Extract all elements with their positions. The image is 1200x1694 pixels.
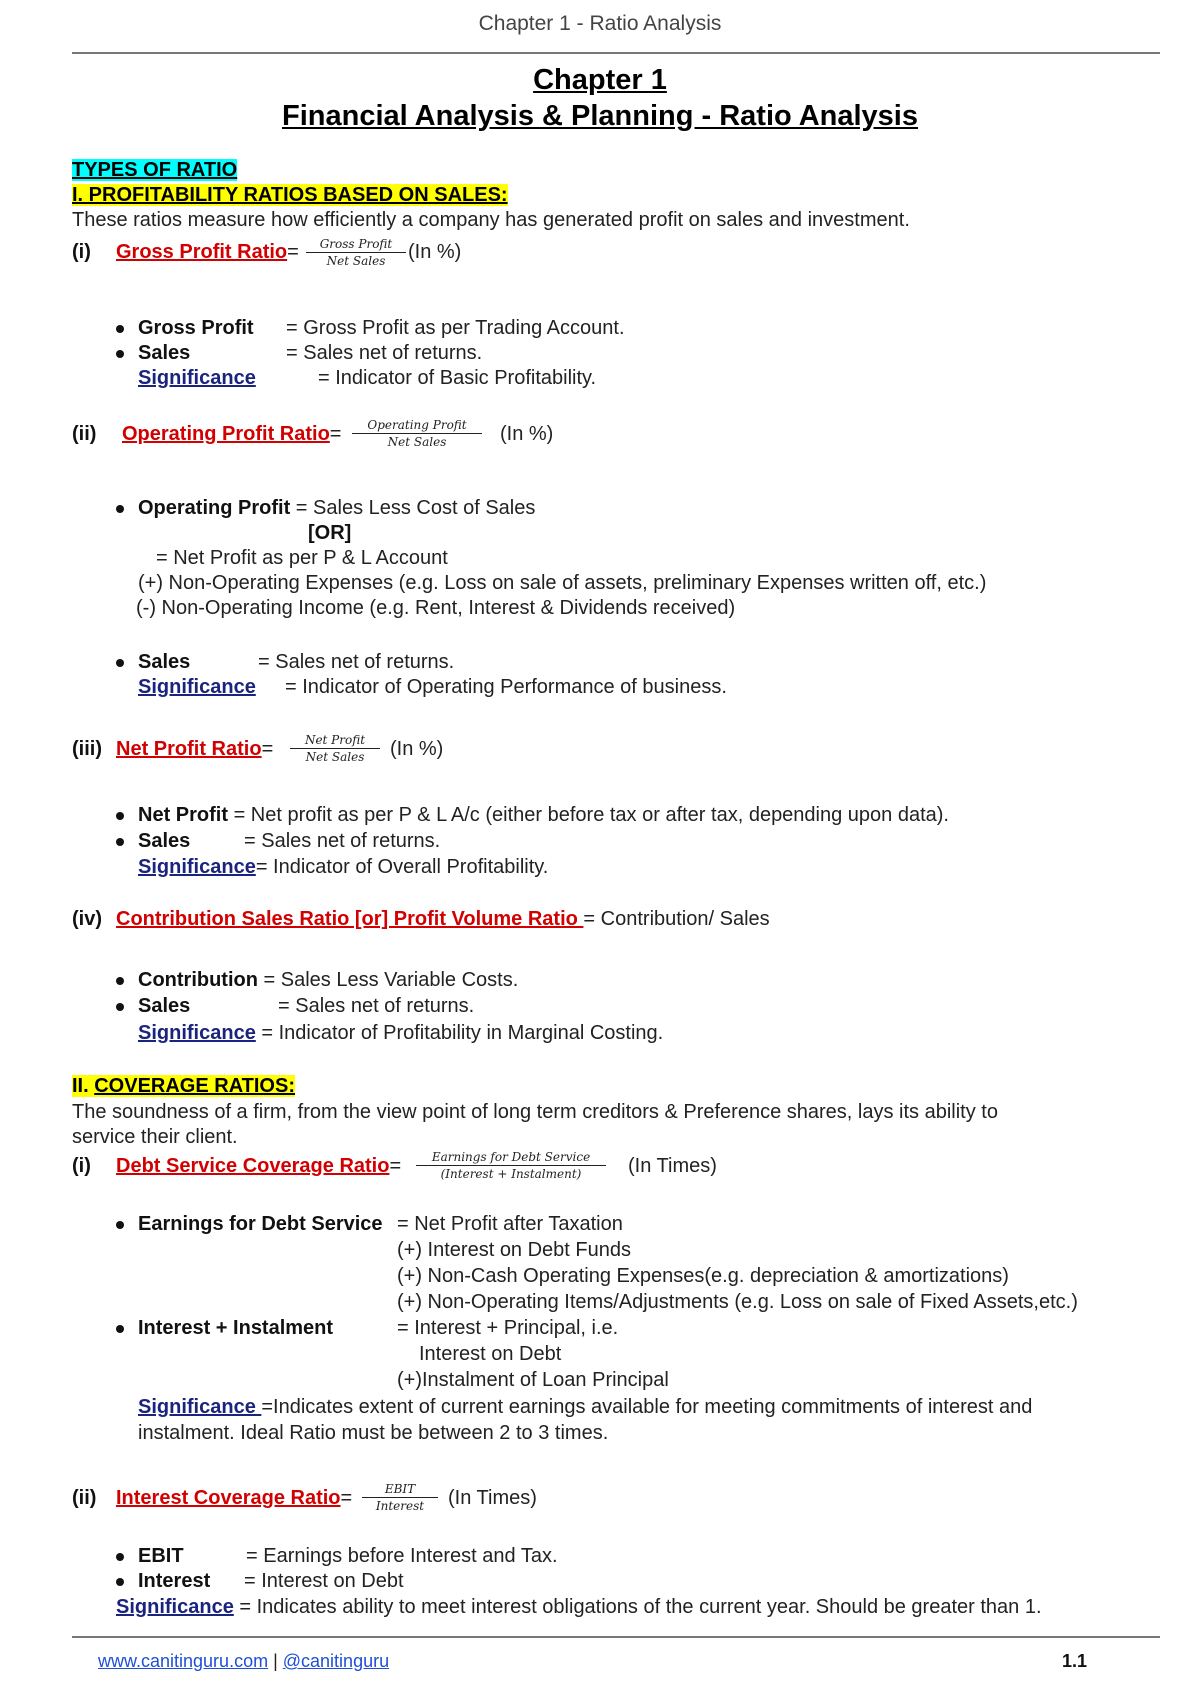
bullet-icon — [116, 1578, 124, 1586]
term-line: (-) Non-Operating Income (e.g. Rent, Interest & Dividends received) — [136, 597, 736, 619]
significance-line: Significance = Indicates ability to meet interest obligations of the current year. Should be greater than 1. — [116, 1596, 1042, 1618]
ratio-number: (ii) — [72, 423, 97, 445]
footer-rule — [72, 1636, 1160, 1638]
term-definition: = Gross Profit as per Trading Account. — [286, 317, 625, 339]
term-definition: = Sales net of returns. — [244, 830, 441, 852]
ratio-number: (iv) — [72, 908, 102, 930]
bullet-icon — [116, 1553, 124, 1561]
term-label: EBIT — [138, 1545, 184, 1567]
term-line: (+) Non-Operating Expenses (e.g. Loss on sale of assets, preliminary Expenses written off, etc.) — [138, 572, 987, 594]
significance-line: Significance = Indicator of Profitability in Marginal Costing. — [138, 1022, 664, 1044]
term-definition: = Interest + Principal, i.e. — [397, 1317, 619, 1339]
interest-coverage-fraction: EBIT Interest — [362, 1482, 438, 1513]
bullet-icon — [116, 838, 124, 846]
bullet-icon — [116, 350, 124, 358]
bullet-icon — [116, 977, 124, 985]
page-title: Financial Analysis & Planning - Ratio Analysis — [281, 100, 918, 132]
significance-text: = Indicator of Basic Profitability. — [318, 367, 597, 389]
term-label: Interest + Instalment — [138, 1317, 334, 1339]
term-line: Operating Profit = Sales Less Cost of Sales — [138, 497, 536, 519]
ratio-number: (i) — [72, 1155, 91, 1177]
chapter-title: Chapter 1 — [533, 64, 667, 96]
ratio-unit: (In %) — [390, 738, 444, 760]
bullet-icon — [116, 1221, 124, 1229]
term-line: Contribution = Sales Less Variable Costs. — [138, 969, 519, 991]
term-line: (+) Non-Operating Items/Adjustments (e.g. Loss on sale of Fixed Assets,etc.) — [397, 1291, 1078, 1313]
significance-label: Significance — [138, 367, 256, 389]
significance-line: instalment. Ideal Ratio must be between 2 to 3 times. — [138, 1422, 609, 1444]
bullet-icon — [116, 325, 124, 333]
interest-coverage-heading: Interest Coverage Ratio= — [116, 1487, 353, 1509]
ratio-unit: (In %) — [500, 423, 554, 445]
bullet-icon — [116, 812, 124, 820]
term-label: Interest — [138, 1570, 211, 1592]
term-label: Gross Profit — [138, 317, 254, 339]
significance-text: = Indicator of Operating Performance of business. — [285, 676, 727, 698]
website-link[interactable]: www.canitinguru.com — [98, 1651, 269, 1671]
gross-profit-ratio-heading: Gross Profit Ratio= — [116, 241, 299, 263]
ratio-unit: (In Times) — [628, 1155, 717, 1177]
term-definition: = Sales net of returns. — [258, 651, 455, 673]
social-handle-link[interactable]: @canitinguru — [282, 1651, 390, 1671]
operating-profit-ratio-heading: Operating Profit Ratio= — [122, 423, 342, 445]
term-line: = Net Profit as per P & L Account — [156, 547, 448, 569]
header-rule — [72, 52, 1160, 54]
ratio-number: (i) — [72, 241, 91, 263]
term-line: (+)Instalment of Loan Principal — [397, 1369, 669, 1391]
term-line: (+) Interest on Debt Funds — [397, 1239, 632, 1261]
term-definition: = Sales net of returns. — [286, 342, 483, 364]
term-line: Net Profit = Net profit as per P & L A/c (either before tax or after tax, depending upon data). — [138, 804, 949, 826]
section-intro: service their client. — [72, 1126, 238, 1148]
or-separator: [OR] — [308, 522, 352, 544]
term-label: Sales — [138, 830, 191, 852]
operating-profit-fraction: Operating Profit Net Sales — [352, 418, 482, 449]
significance-line: Significance =Indicates extent of current earnings available for meeting commitments of interest and — [138, 1396, 1033, 1418]
term-definition: = Earnings before Interest and Tax. — [246, 1545, 558, 1567]
net-profit-fraction: Net Profit Net Sales — [290, 733, 380, 764]
significance-label: Significance — [138, 676, 256, 698]
section-heading-coverage: II. COVERAGE RATIOS: — [72, 1075, 295, 1097]
bullet-icon — [116, 659, 124, 667]
net-profit-ratio-heading: Net Profit Ratio= — [116, 738, 274, 760]
section-intro: These ratios measure how efficiently a company has generated profit on sales and investment. — [72, 209, 910, 231]
types-heading: TYPES OF RATIO — [72, 159, 238, 181]
running-header: Chapter 1 - Ratio Analysis — [478, 12, 722, 35]
debt-service-coverage-heading: Debt Service Coverage Ratio= — [116, 1155, 402, 1177]
footer-links: www.canitinguru.com | @canitinguru — [98, 1651, 390, 1671]
term-line: (+) Non-Cash Operating Expenses(e.g. depreciation & amortizations) — [397, 1265, 1009, 1287]
term-label: Earnings for Debt Service — [138, 1213, 383, 1235]
gross-profit-fraction: Gross Profit Net Sales — [306, 237, 406, 268]
page-number: 1.1 — [1062, 1651, 1088, 1671]
ratio-number: (iii) — [72, 738, 102, 760]
term-label: Sales — [138, 995, 191, 1017]
bullet-icon — [116, 1325, 124, 1333]
term-line: Interest on Debt — [419, 1343, 562, 1365]
term-definition: = Net Profit after Taxation — [397, 1213, 623, 1235]
significance-line: Significance= Indicator of Overall Profitability. — [138, 856, 549, 878]
term-label: Sales — [138, 651, 191, 673]
term-definition: = Interest on Debt — [244, 1570, 404, 1592]
term-definition: = Sales net of returns. — [278, 995, 475, 1017]
bullet-icon — [116, 1003, 124, 1011]
section-heading-profitability: I. PROFITABILITY RATIOS BASED ON SALES: — [72, 184, 508, 206]
ratio-unit: (In Times) — [448, 1487, 537, 1509]
section-intro: The soundness of a firm, from the view point of long term creditors & Preference shares, lays its ability to — [72, 1101, 998, 1123]
bullet-icon — [116, 505, 124, 513]
debt-service-fraction: Earnings for Debt Service (Interest + Instalment) — [416, 1150, 606, 1181]
ratio-number: (ii) — [72, 1487, 97, 1509]
contribution-ratio-heading: Contribution Sales Ratio [or] Profit Volume Ratio = Contribution/ Sales — [116, 908, 770, 930]
ratio-unit: (In %) — [408, 241, 462, 263]
term-label: Sales — [138, 342, 191, 364]
